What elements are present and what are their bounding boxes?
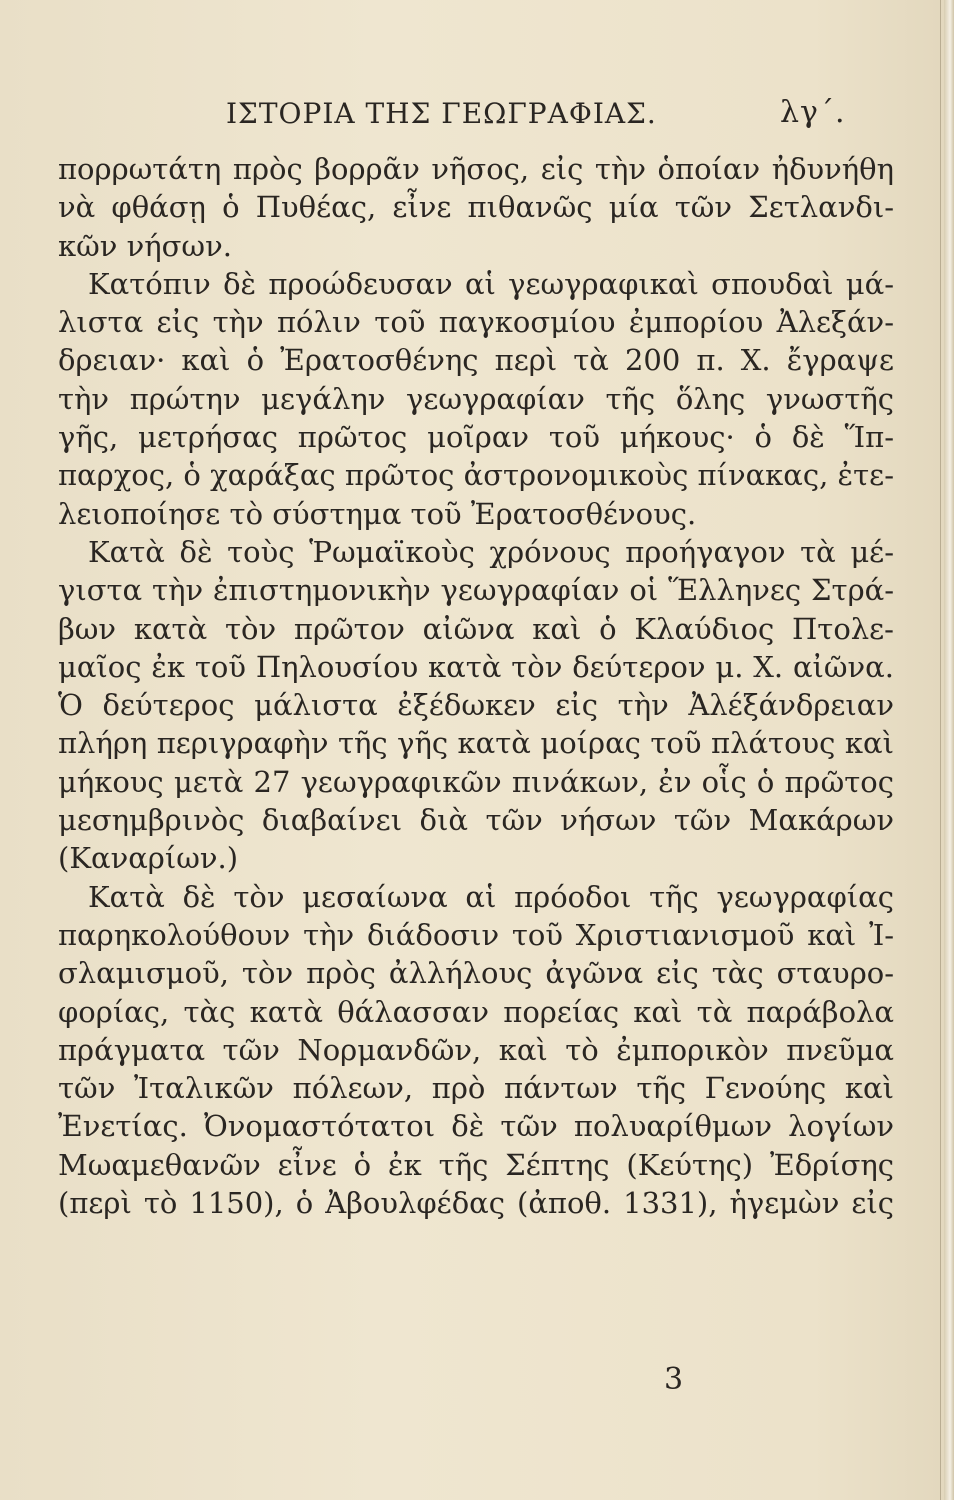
text-line: Ὁ δεύτερος μάλιστα ἐξέδωκεν εἰς τὴν Ἀλέξάνδρειαν <box>58 688 894 723</box>
text-line: παρηκολούθουν τὴν διάδοσιν τοῦ Χριστιανισμοῦ καὶ Ἰ- <box>58 917 894 952</box>
page-edge-line <box>940 0 941 1500</box>
text-line: μεσημβρινὸς διαβαίνει διὰ τῶν νήσων τῶν Μακάρων <box>58 803 894 838</box>
signature-mark: 3 <box>664 1362 684 1397</box>
page-edge <box>944 0 954 1500</box>
running-title: ΙΣΤΟΡΙΑ ΤΗΣ ΓΕΩΓΡΑΦΙΑΣ. <box>226 97 657 130</box>
text-line: κῶν νήσων. <box>58 228 232 263</box>
text-line: μαῖος ἐκ τοῦ Πηλουσίου κατὰ τὸν δεύτερον μ. Χ. αἰῶνα. <box>58 649 894 684</box>
text-line: Κατόπιν δὲ προώδευσαν αἱ γεωγραφικαὶ σπουδαὶ μά- <box>88 266 894 301</box>
text-line: Μωαμεθανῶν εἶνε ὁ ἐκ τῆς Σέπτης (Κεύτης) Ἐδρίσης <box>58 1147 894 1182</box>
text-line: Κατὰ δὲ τοὺς Ῥωμαϊκοὺς χρόνους προήγαγον τὰ μέ- <box>88 534 894 569</box>
text-line: πλήρη περιγραφὴν τῆς γῆς κατὰ μοίρας τοῦ πλάτους καὶ <box>58 726 894 761</box>
text-line: Ἐνετίας. Ὀνομαστότατοι δὲ τῶν πολυαρίθμων λογίων <box>58 1109 894 1144</box>
text-line: τὴν πρώτην μεγάλην γεωγραφίαν τῆς ὅλης γνωστῆς <box>58 381 894 416</box>
running-header <box>58 97 892 137</box>
text-line: σλαμισμοῦ, τὸν πρὸς ἀλλήλους ἀγῶνα εἰς τὰς σταυρο- <box>58 956 894 991</box>
text-line: γῆς, μετρήσας πρῶτος μοῖραν τοῦ μήκους· ὁ δὲ Ἵπ- <box>58 420 894 455</box>
text-line: νὰ φθάσῃ ὁ Πυθέας, εἶνε πιθανῶς μία τῶν Σετλανδι- <box>58 190 894 225</box>
text-line: λιστα εἰς τὴν πόλιν τοῦ παγκοσμίου ἐμπορίου Ἀλεξάν- <box>58 305 894 340</box>
text-line: λειοποίησε τὸ σύστημα τοῦ Ἐρατοσθένους. <box>58 496 697 531</box>
text-line: πορρωτάτη πρὸς βορρᾶν νῆσος, εἰς τὴν ὁποίαν ἠδυνήθη <box>58 152 894 186</box>
text-line: δρειαν· καὶ ὁ Ἐρατοσθένης περὶ τὰ 200 π. Χ. ἔγραψε <box>58 343 894 378</box>
text-line: τῶν Ἰταλικῶν πόλεων, πρὸ πάντων τῆς Γενούης καὶ <box>58 1071 894 1106</box>
page-number: λγ΄. <box>780 95 846 130</box>
body-text <box>58 150 894 1222</box>
text-line: βων κατὰ τὸν πρῶτον αἰῶνα καὶ ὁ Κλαύδιος Πτολε- <box>58 611 894 646</box>
text-line: (περὶ τὸ 1150), ὁ Ἀβουλφέδας (ἀποθ. 1331), ἡγεμὼν εἰς <box>58 1186 894 1221</box>
text-line: γιστα τὴν ἐπιστημονικὴν γεωγραφίαν οἱ Ἕλληνες Στρά- <box>58 573 894 608</box>
text-line: παρχος, ὁ χαράξας πρῶτος ἀστρονομικοὺς πίνακας, ἐτε- <box>58 458 894 493</box>
text-line: Κατὰ δὲ τὸν μεσαίωνα αἱ πρόοδοι τῆς γεωγραφίας <box>88 879 894 914</box>
text-line: φορίας, τὰς κατὰ θάλασσαν πορείας καὶ τὰ παράβολα <box>58 994 894 1029</box>
text-line: πράγματα τῶν Νορμανδῶν, καὶ τὸ ἐμπορικὸν πνεῦμα <box>58 1032 894 1067</box>
text-line: (Καναρίων.) <box>58 841 239 876</box>
text-line: μήκους μετὰ 27 γεωγραφικῶν πινάκων, ἐν οἷς ὁ πρῶτος <box>58 764 894 799</box>
